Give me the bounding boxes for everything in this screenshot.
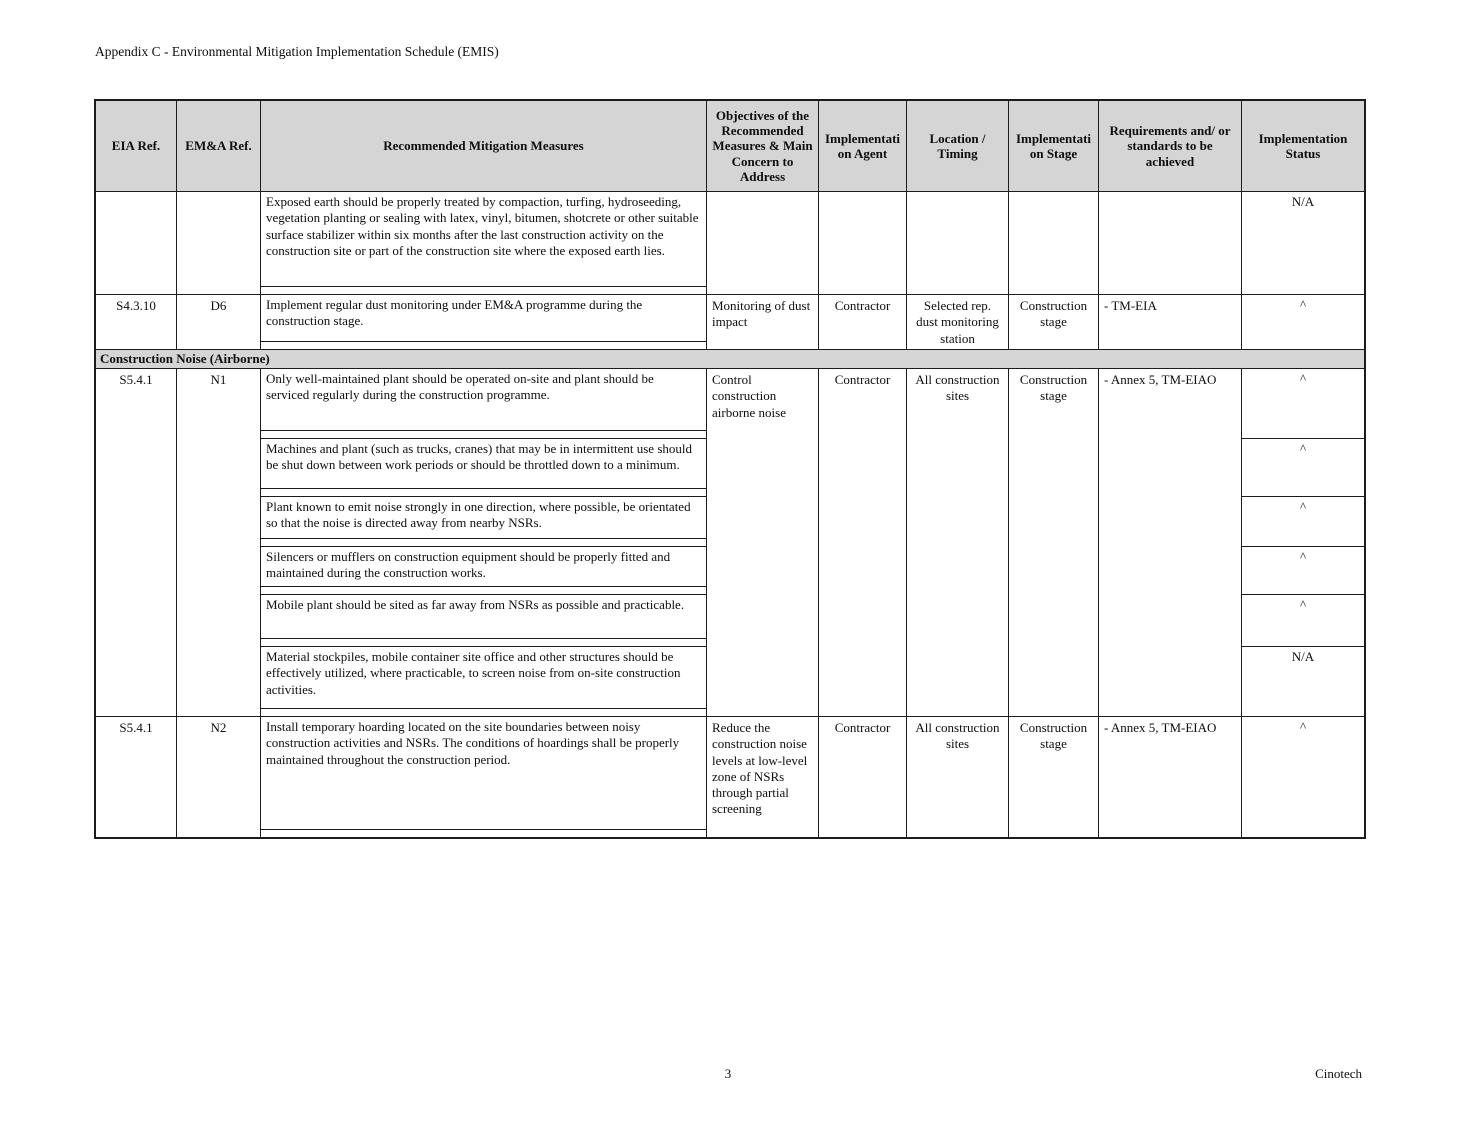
n1-agent: Contractor bbox=[819, 369, 907, 717]
n1-location: All construction sites bbox=[907, 369, 1009, 717]
col-header-ema-ref: EM&A Ref. bbox=[177, 101, 261, 192]
col-header-measures: Recommended Mitigation Measures bbox=[261, 101, 707, 192]
status-value: N/A bbox=[1242, 192, 1364, 295]
n2-eia-ref: S5.4.1 bbox=[96, 717, 177, 837]
n2-stage: Construction stage bbox=[1009, 717, 1099, 837]
n1-eia-ref: S5.4.1 bbox=[96, 369, 177, 717]
measure-text: Exposed earth should be properly treated by compaction, turfing, hydroseeding, vegetation planting or sealing with latex, vinyl, bitumen, shotcrete or other suitable surface stabilizer within six months after the last construction activity on the construction site or part of the construction site where the exposed earth lies. bbox=[261, 192, 706, 287]
d6-location: Selected rep. dust monitoring station bbox=[907, 295, 1009, 350]
measure-text: Only well-maintained plant should be operated on-site and plant should be serviced regularly during the construction programme. bbox=[261, 369, 706, 431]
col-header-status: Implementation Status bbox=[1242, 101, 1364, 192]
d6-requirements: - TM-EIA bbox=[1099, 295, 1242, 350]
col-header-eia-ref: EIA Ref. bbox=[96, 101, 177, 192]
n2-ema-ref: N2 bbox=[177, 717, 261, 837]
measure-text: Mobile plant should be sited as far away from NSRs as possible and practicable. bbox=[261, 595, 706, 639]
cont-row-measure-cell bbox=[261, 192, 707, 295]
cont-row-requirements-empty bbox=[1099, 192, 1242, 295]
n1-measure-0-cell bbox=[261, 369, 707, 439]
cont-row-eia-empty bbox=[96, 192, 177, 295]
cont-row-agent-empty bbox=[819, 192, 907, 295]
col-header-requirements: Requirements and/ or standards to be achieved bbox=[1099, 101, 1242, 192]
measure-text: Implement regular dust monitoring under EM&A programme during the construction stage. bbox=[261, 295, 706, 342]
emis-table bbox=[94, 99, 1366, 839]
d6-stage: Construction stage bbox=[1009, 295, 1099, 350]
status-value: ^ bbox=[1242, 369, 1364, 439]
n1-measure-5-cell bbox=[261, 647, 707, 717]
n2-measure-cell bbox=[261, 717, 707, 837]
n1-stage: Construction stage bbox=[1009, 369, 1099, 717]
status-value: ^ bbox=[1242, 295, 1364, 350]
d6-agent: Contractor bbox=[819, 295, 907, 350]
n1-measure-1-cell bbox=[261, 439, 707, 497]
col-header-agent: Implementation Agent bbox=[819, 101, 907, 192]
cont-row-ema-empty bbox=[177, 192, 261, 295]
n1-requirements: - Annex 5, TM-EIAO bbox=[1099, 369, 1242, 717]
n2-objective: Reduce the construction noise levels at low-level zone of NSRs through partial screening bbox=[707, 717, 819, 837]
measure-text: Silencers or mufflers on construction equipment should be properly fitted and maintained during the construction works. bbox=[261, 547, 706, 587]
appendix-title: Appendix C - Environmental Mitigation Implementation Schedule (EMIS) bbox=[95, 44, 499, 59]
status-value: ^ bbox=[1242, 439, 1364, 497]
col-header-location-timing: Location / Timing bbox=[907, 101, 1009, 192]
company-name: Cinotech bbox=[1315, 1066, 1362, 1081]
col-header-objectives: Objectives of the Recommended Measures & Main Concern to Address bbox=[707, 101, 819, 192]
n2-location: All construction sites bbox=[907, 717, 1009, 837]
section-header-construction-noise: Construction Noise (Airborne) bbox=[96, 350, 1364, 369]
n1-measure-2-cell bbox=[261, 497, 707, 547]
measure-text: Install temporary hoarding located on the site boundaries between noisy construction activities and NSRs. The conditions of hoardings shall be properly maintained throughout the construction period. bbox=[261, 717, 706, 830]
status-value: ^ bbox=[1242, 595, 1364, 647]
n1-measure-4-cell bbox=[261, 595, 707, 647]
n1-ema-ref: N1 bbox=[177, 369, 261, 717]
status-value: N/A bbox=[1242, 647, 1364, 717]
n2-requirements: - Annex 5, TM-EIAO bbox=[1099, 717, 1242, 837]
measure-text: Plant known to emit noise strongly in one direction, where possible, be orientated so that the noise is directed away from nearby NSRs. bbox=[261, 497, 706, 539]
n1-objective: Control construction airborne noise bbox=[707, 369, 819, 717]
status-value: ^ bbox=[1242, 547, 1364, 595]
measure-text: Machines and plant (such as trucks, cranes) that may be in intermittent use should be shut down between work periods or should be throttled down to a minimum. bbox=[261, 439, 706, 489]
page-number: 3 bbox=[724, 1066, 732, 1081]
d6-measure-cell bbox=[261, 295, 707, 350]
status-value: ^ bbox=[1242, 497, 1364, 547]
cont-row-stage-empty bbox=[1009, 192, 1099, 295]
d6-ema-ref: D6 bbox=[177, 295, 261, 350]
status-value: ^ bbox=[1299, 719, 1307, 734]
cont-row-objective-empty bbox=[707, 192, 819, 295]
col-header-stage: Implementation Stage bbox=[1009, 101, 1099, 192]
n2-agent: Contractor bbox=[819, 717, 907, 837]
cont-row-location-empty bbox=[907, 192, 1009, 295]
measure-text: Material stockpiles, mobile container site office and other structures should be effectively utilized, where practicable, to screen noise from on-site construction activities. bbox=[261, 647, 706, 709]
d6-objective: Monitoring of dust impact bbox=[707, 295, 819, 350]
d6-eia-ref: S4.3.10 bbox=[96, 295, 177, 350]
n1-measure-3-cell bbox=[261, 547, 707, 595]
